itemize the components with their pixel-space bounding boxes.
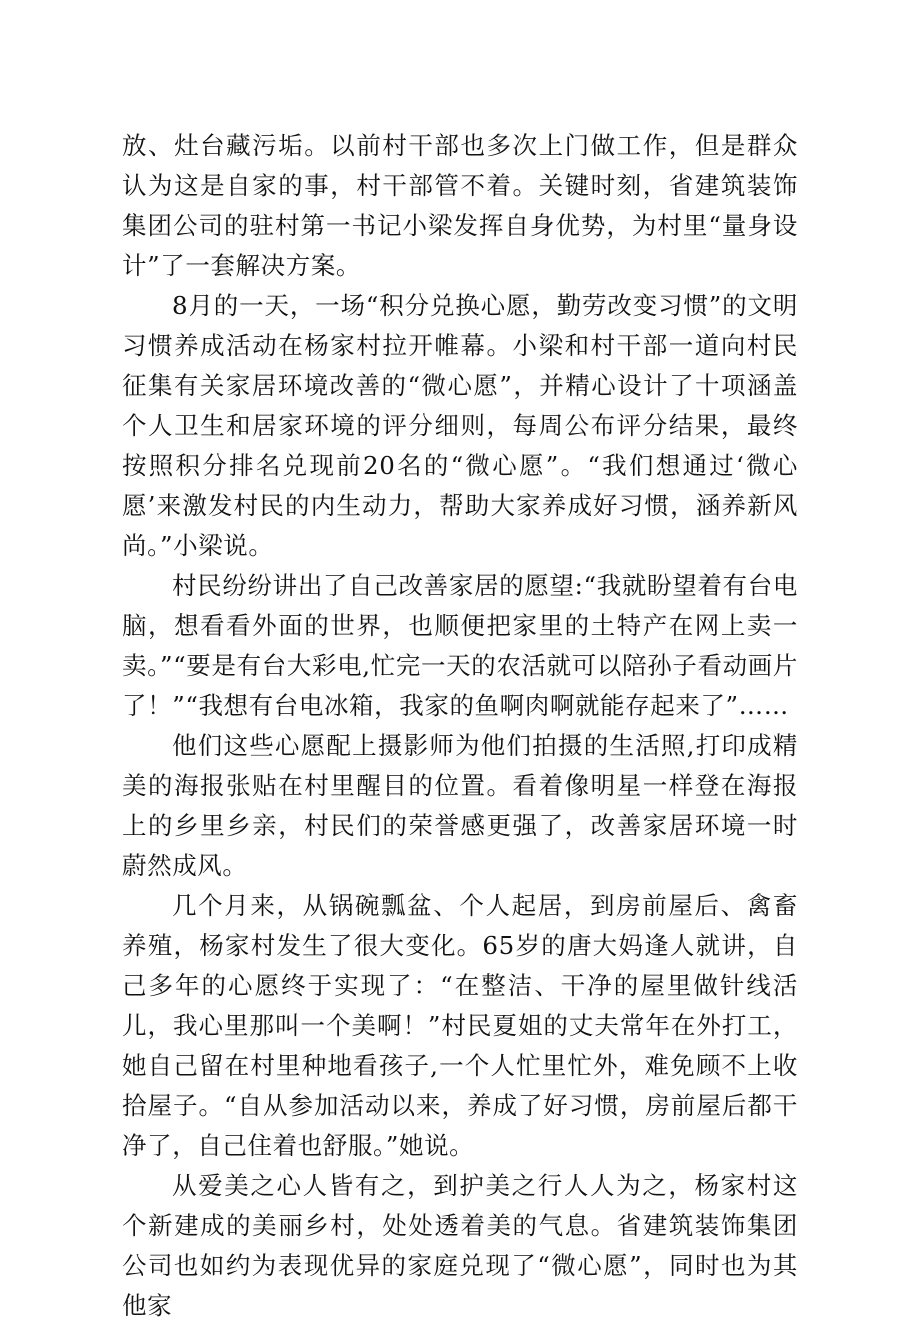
- paragraph-2: 8月的一天，一场“积分兑换心愿，勤劳改变习惯”的文明习惯养成活动在杨家村拉开帷幕。小梁和村干部一道向村民征集有关家居环境改善的“微心愿”，并精心设计了十项涵盖个人卫生和居家环境的评分细则，每周公布评分结果，最终按照积分排名兑现前20名的“微心愿”。“我们想通过‘微心愿’来激发村民的内生动力，帮助大家养成好习惯，涵养新风尚。”小梁说。: [122, 291, 798, 560]
- paragraph-6: 从爱美之心人皆有之，到护美之行人人为之，杨家村这个新建成的美丽乡村，处处透着美的气息。省建筑装饰集团公司也如约为表现优异的家庭兑现了“微心愿”，同时也为其他家: [122, 1171, 798, 1320]
- paragraph-5: 几个月来，从锅碗瓢盆、个人起居，到房前屋后、禽畜养殖，杨家村发生了很大变化。65岁的唐大妈逢人就讲，自己多年的心愿终于实现了：“在整洁、干净的屋里做针线活儿，我心里那叫一个美啊！”村民夏姐的丈夫常年在外打工，她自己留在村里种地看孩子,一个人忙里忙外，难免顾不上收拾屋子。“自从参加活动以来，养成了好习惯，房前屋后都干净了，自己住着也舒服。”她说。: [122, 891, 798, 1160]
- paragraph-4: 他们这些心愿配上摄影师为他们拍摄的生活照,打印成精美的海报张贴在村里醒目的位置。看着像明星一样登在海报上的乡里乡亲，村民们的荣誉感更强了，改善家居环境一时蔚然成风。: [122, 731, 798, 880]
- article-body: [122, 126, 798, 1326]
- paragraph-3: 村民纷纷讲出了自己改善家居的愿望:“我就盼望着有台电脑，想看看外面的世界，也顺便把家里的土特产在网上卖一卖。”“要是有台大彩电,忙完一天的农活就可以陪孙子看动画片了！”“我想有台电冰箱，我家的鱼啊肉啊就能存起来了”……: [122, 571, 798, 720]
- paragraph-1: 放、灶台藏污垢。以前村干部也多次上门做工作，但是群众认为这是自家的事，村干部管不着。关键时刻，省建筑装饰集团公司的驻村第一书记小梁发挥自身优势，为村里“量身设计”了一套解决方案。: [122, 131, 798, 280]
